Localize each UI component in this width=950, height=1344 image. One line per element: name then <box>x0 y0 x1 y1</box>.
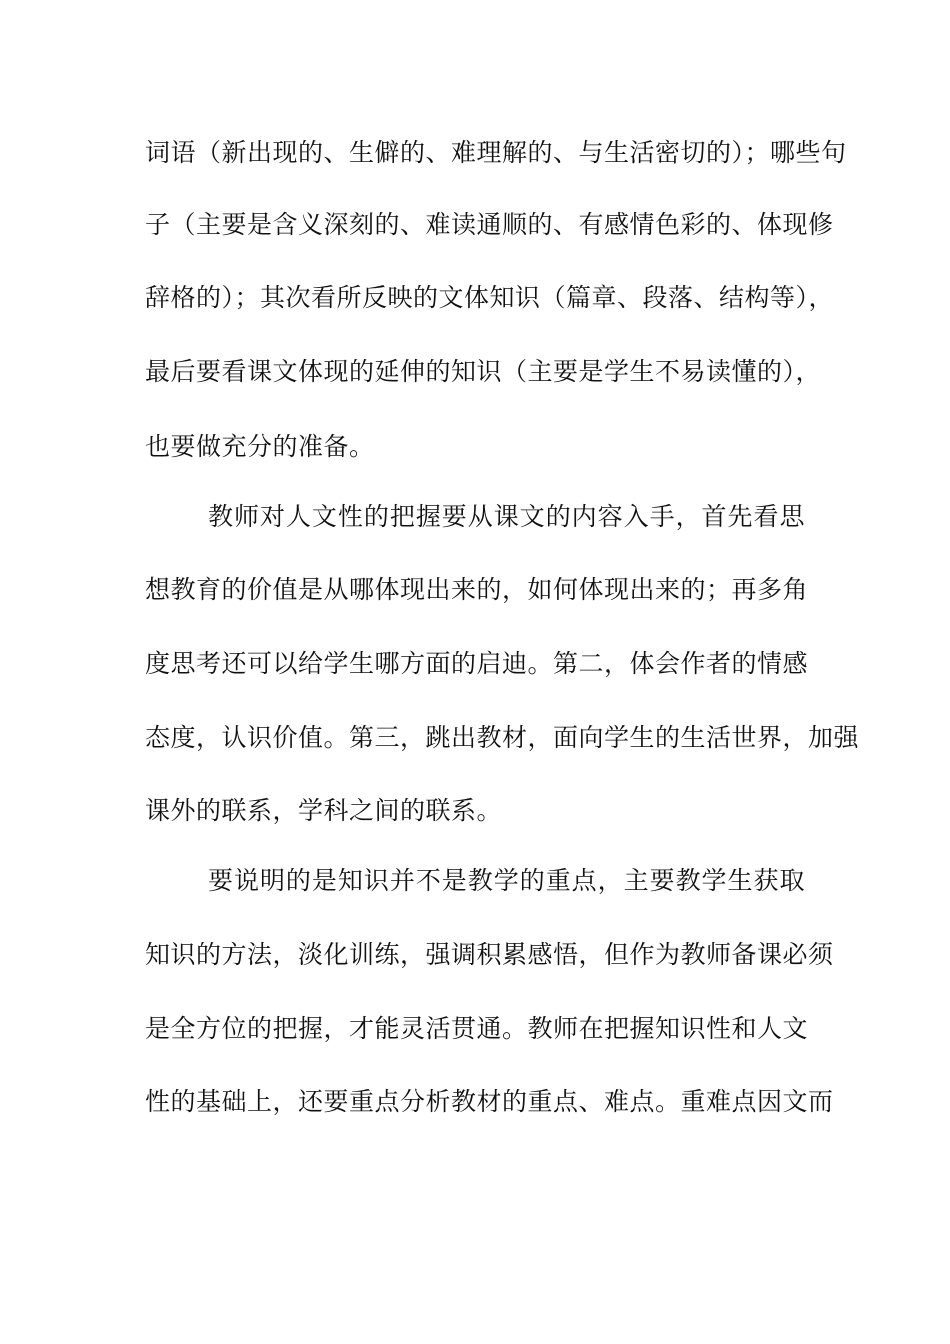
text-line: 态度，认识价值。第三，跳出教材，面向学生的生活世界，加强 <box>145 723 860 752</box>
text-line: 辞格的）；其次看所反映的文体知识（篇章、段落、结构等）， <box>145 283 835 312</box>
text-line: 最后要看课文体现的延伸的知识（主要是学生不易读懂的）， <box>145 357 822 386</box>
text-line: 知识的方法，淡化训练，强调积累感悟，但作为教师备课必须 <box>145 940 834 969</box>
text-line: 课外的联系，学科之间的联系。 <box>145 796 503 825</box>
paragraph-first-line: 要说明的是知识并不是教学的重点，主要教学生获取 <box>208 866 805 895</box>
paragraph-first-line: 教师对人文性的把握要从课文的内容入手，首先看思 <box>208 502 805 531</box>
text-line: 度思考还可以给学生哪方面的启迪。第二，体会作者的情感 <box>145 649 809 678</box>
text-line: 想教育的价值是从哪体现出来的，如何体现出来的；再多角 <box>145 575 809 604</box>
text-line: 子（主要是含义深刻的、难读通顺的、有感情色彩的、体现修 <box>145 210 834 239</box>
text-line: 词语（新出现的、生僻的、难理解的、与生活密切的）；哪些句 <box>145 138 847 167</box>
text-line: 性的基础上，还要重点分析教材的重点、难点。重难点因文而 <box>145 1087 834 1116</box>
text-line: 是全方位的把握，才能灵活贯通。教师在把握知识性和人文 <box>145 1014 809 1043</box>
text-line: 也要做充分的准备。 <box>145 432 375 461</box>
